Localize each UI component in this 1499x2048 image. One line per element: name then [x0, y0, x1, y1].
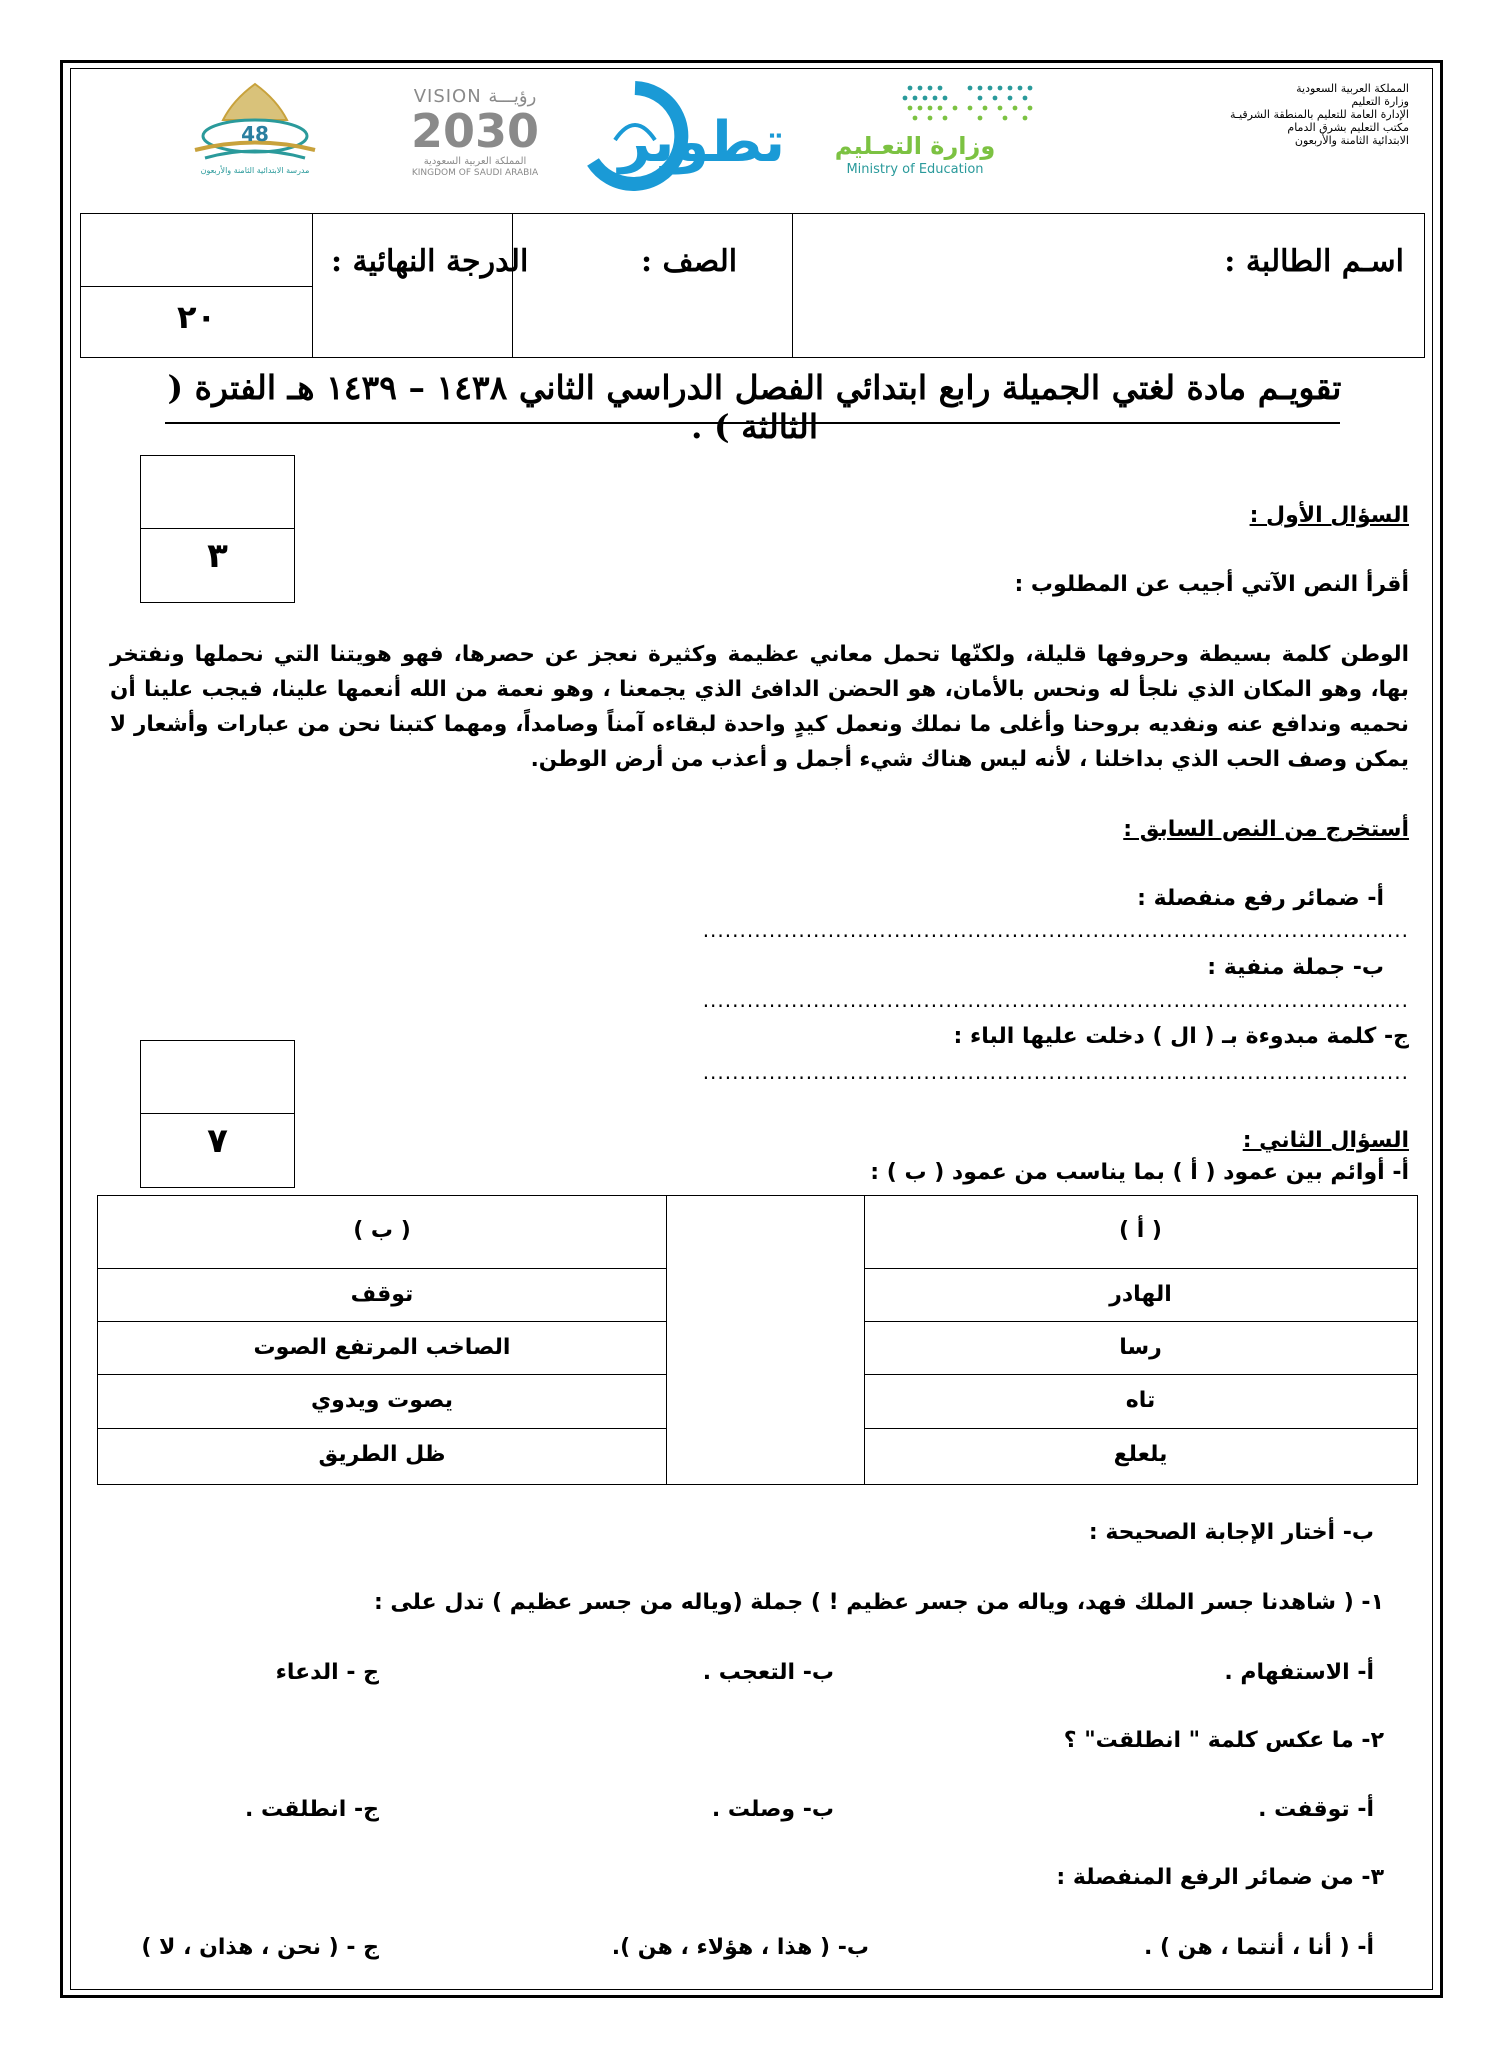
column-b-item: توقف: [350, 1282, 414, 1307]
extract-item-c: ج- كلمة مبدوءة بـ ( ال ) دخلت عليها الباء :: [953, 1024, 1409, 1049]
school-logo-caption: مدرسة الابتدائية الثامنة والأربعون: [200, 166, 310, 175]
ministry-of-education-logo: [820, 82, 1080, 182]
column-b-item: الصاخب المرتفع الصوت: [253, 1335, 511, 1360]
column-b-item: يصوت ويدوي: [311, 1388, 453, 1413]
row-divider: [98, 1268, 666, 1269]
student-name-label: اسـم الطالبة :: [1224, 244, 1404, 279]
column-a-item: يلعلع: [1113, 1442, 1168, 1467]
total-score-value: ٢٠: [176, 298, 217, 336]
row-divider: [864, 1428, 1417, 1429]
mcq-2-option-a[interactable]: أ- توقفت .: [1258, 1797, 1374, 1822]
answer-line-b[interactable]: ................................................................................................: [702, 988, 1409, 1012]
ministry-line: مكتب التعليم بشرق الدمام: [1287, 121, 1409, 134]
answer-line-c[interactable]: ................................................................................................: [702, 1060, 1409, 1084]
score-cell-divider: [81, 286, 312, 287]
vision-logo-year: 2030: [410, 104, 540, 158]
mcq-3-option-c[interactable]: ج - ( نحن ، هذان ، لا ): [141, 1935, 379, 1960]
column-b-item: ظل الطريق: [318, 1442, 446, 1467]
mcq-3-option-a[interactable]: أ- ( أنا ، أنتما ، هن ) .: [1143, 1935, 1374, 1960]
column-a-item: رسا: [1119, 1335, 1162, 1360]
q2-instruction: أ- أوائم بين عمود ( أ ) بما يناسب من عمود ( ب ) :: [870, 1160, 1409, 1185]
moe-logo-english: Ministry of Education: [846, 162, 984, 177]
q1-score-box: [140, 455, 295, 603]
score-box-divider: [141, 1113, 294, 1114]
final-grade-label: الدرجة النهائية :: [331, 244, 529, 279]
extract-item-a: أ- ضمائر رفع منفصلة :: [1137, 886, 1384, 911]
ministry-line: وزارة التعليم: [1351, 95, 1409, 108]
table-divider: [512, 214, 513, 357]
column-a-item: الهادر: [1109, 1282, 1172, 1307]
moe-logo-arabic: وزارة التعـليم: [834, 132, 996, 160]
extract-item-b: ب- جملة منفية :: [1207, 955, 1384, 980]
mcq-2-option-c[interactable]: ج- انطلقت .: [245, 1797, 379, 1822]
q1-paragraph: الوطن كلمة بسيطة وحروفها قليلة، ولكنّها تحمل معاني عظيمة وكثيرة نعجز عن حصرها، فهو هويتنا التي نحملها ونفتخر بها، وهو المكان الذي نلجأ له ونحس بالأمان، هو الحضن الدافئ الذي يجمعنا ، وهو نعمة من الله أنعمها علينا، فيجب علينا أن نحميه وندافع عنه ونفديه بروحنا وأغلى ما نملك ونعمل كيدٍ واحدة لبقاءه آمناً وصامداً، ومهما كتبنا نحن من عبارات وأشعار لا يمكن وصف الحب الذي بداخلنا ، لأنه ليس هناك شيء أجمل و أعذب من أرض الوطن.: [110, 642, 1409, 772]
row-divider: [864, 1374, 1417, 1375]
row-divider: [98, 1428, 666, 1429]
school-logo-number: 48: [241, 122, 269, 146]
table-divider: [666, 1196, 667, 1484]
answer-line-a[interactable]: ................................................................................................: [702, 918, 1409, 942]
row-divider: [98, 1374, 666, 1375]
column-a-item: تاه: [1125, 1388, 1156, 1413]
table-divider: [792, 214, 793, 357]
ministry-line: الإدارة العامة للتعليم بالمنطقة الشرقيـة: [1229, 108, 1409, 121]
extract-heading: أستخرج من النص السابق :: [1123, 817, 1409, 842]
q1-heading: السؤال الأول :: [1249, 503, 1409, 528]
mcq-heading: ب- أختار الإجابة الصحيحة :: [1088, 1520, 1374, 1545]
ministry-line: المملكة العربية السعودية: [1296, 82, 1409, 95]
mcq-3-option-b[interactable]: ب- ( هذا ، هؤلاء ، هن ).: [611, 1935, 869, 1960]
q2-score-value: ٧: [207, 1121, 228, 1161]
mcq-question-3: ٣- من ضمائر الرفع المنفصلة :: [1056, 1865, 1384, 1890]
vision-logo-top: VISION رؤيـــة: [413, 86, 537, 107]
mcq-1-option-a[interactable]: أ- الاستفهام .: [1224, 1660, 1374, 1685]
q1-instruction: أقرأ النص الآتي أجيب عن المطلوب :: [1014, 572, 1409, 597]
mcq-1-option-b[interactable]: ب- التعجب .: [702, 1660, 834, 1685]
row-divider: [864, 1321, 1417, 1322]
mcq-2-option-b[interactable]: ب- وصلت .: [711, 1797, 834, 1822]
vision-2030-logo: [385, 86, 565, 178]
row-divider: [864, 1268, 1417, 1269]
mcq-1-option-c[interactable]: ج - الدعاء: [275, 1660, 379, 1685]
ministry-header-text: [1149, 82, 1409, 147]
q2-score-box: [140, 1040, 295, 1188]
table-divider: [312, 214, 313, 357]
vision-logo-en: KINGDOM OF SAUDI ARABIA: [411, 168, 539, 178]
score-box-divider: [141, 528, 294, 529]
class-label: الصف :: [641, 244, 738, 279]
student-info-table: [80, 213, 1425, 358]
q2-heading: السؤال الثاني :: [1242, 1128, 1409, 1153]
title-underline: [165, 422, 1340, 424]
tatweer-logo-text: تطوير: [618, 110, 785, 175]
vision-logo-ar: المملكة العربية السعودية: [423, 156, 527, 167]
row-divider: [98, 1321, 666, 1322]
matching-table: [97, 1195, 1418, 1485]
ministry-line: الابتدائية الثامنة والأربعون: [1294, 134, 1409, 147]
mcq-question-1: ١- ( شاهدنا جسر الملك فهد، وياله من جسر عظيم ! ) جملة (وياله من جسر عظيم ) تدل على :: [373, 1590, 1384, 1615]
column-a-header: ( أ ): [1119, 1218, 1162, 1243]
tatweer-logo: [575, 80, 785, 190]
column-b-header: ( ب ): [353, 1218, 411, 1243]
school-logo: [165, 80, 345, 180]
mcq-question-2: ٢- ما عكس كلمة " انطلقت" ؟: [1063, 1728, 1384, 1753]
q1-score-value: ٣: [207, 536, 228, 576]
exam-title: تقويـم مادة لغتي الجميلة رابع ابتدائي الفصل الدراسي الثاني ١٤٣٨ – ١٤٣٩ هـ الفترة ( الثالثة ) .: [167, 368, 1342, 446]
